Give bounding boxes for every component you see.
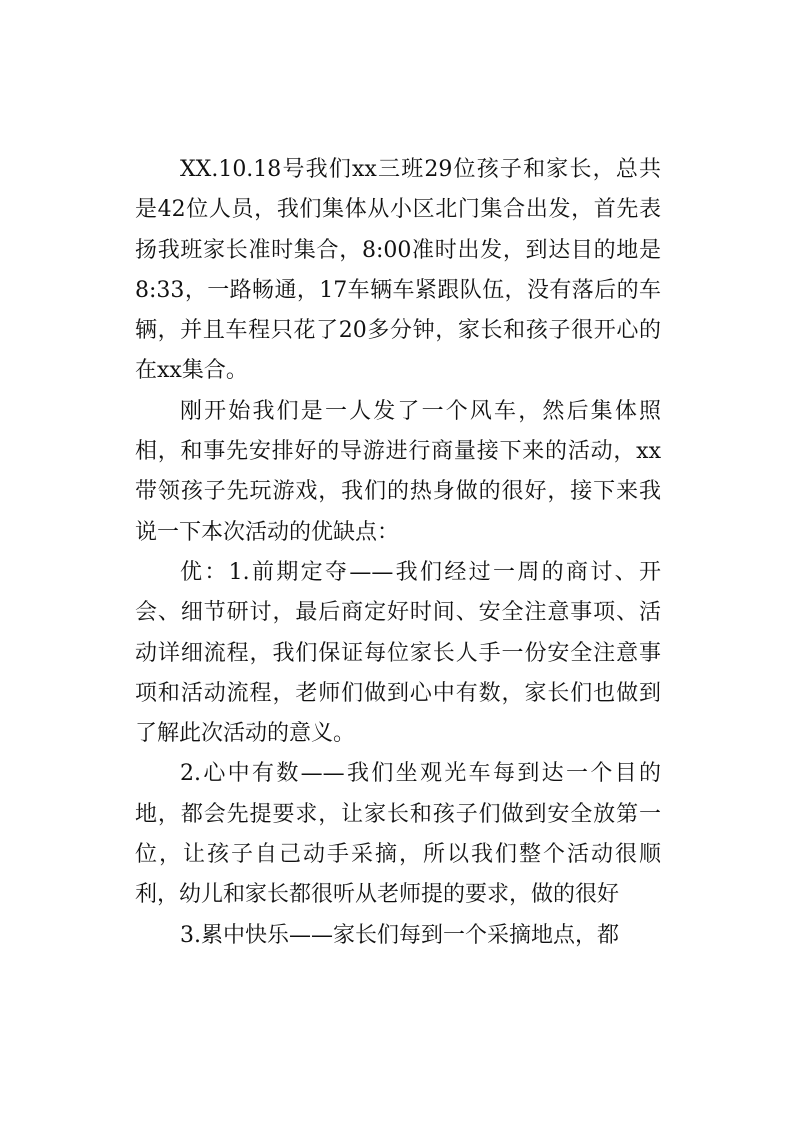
paragraph-activity-start: 刚开始我们是一人发了一个风车，然后集体照相，和事先安排好的导游进行商量接下来的活动，xx带领孩子先玩游戏，我们的热身做的很好，接下来我说一下本次活动的优缺点： [135,398,661,545]
paragraph-advantage-2: 2.心中有数——我们坐观光车每到达一个目的地，都会先提要求，让家长和孩子们做到安全放第一位，让孩子自己动手采摘，所以我们整个活动很顺利，幼儿和家长都很听从老师提的要求，做的很好 [135,761,661,908]
paragraph-advantage-3: 3.累中快乐——家长们每到一个采摘地点，都 [180,922,619,948]
paragraph-trip-summary: XX.10.18号我们xx三班29位孩子和家长，总共是42位人员，我们集体从小区北门集合出发，首先表扬我班家长准时集合，8:00准时出发，到达目的地是8:33，一路畅通，17车辆车紧跟队伍，没有落后的车辆，并且车程只花了20多分钟，家长和孩子很开心的在xx集合。 [135,157,661,384]
document-body [135,150,661,956]
paragraph-advantage-1: 优：1.前期定夺——我们经过一周的商讨、开会、细节研讨，最后商定好时间、安全注意事项、活动详细流程，我们保证每位家长人手一份安全注意事项和活动流程，老师们做到心中有数，家长们也做到了解此次活动的意义。 [135,559,661,747]
